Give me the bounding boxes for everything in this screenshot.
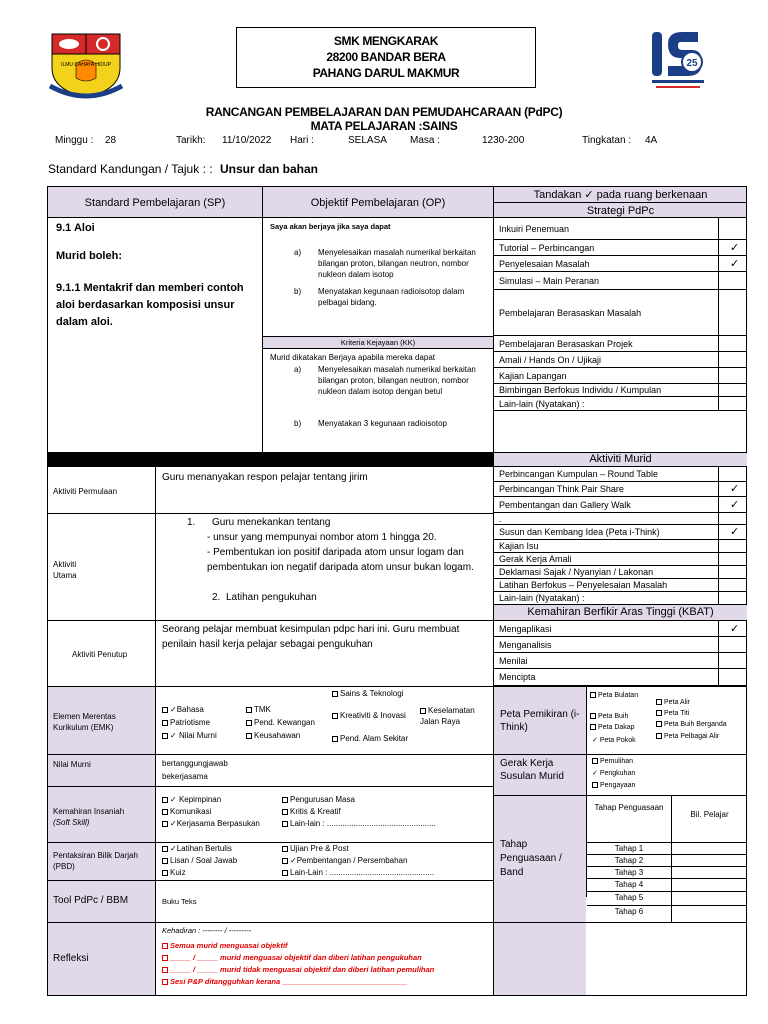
sp-content: 9.1.1 Mentakrif dan memberi contoh aloi berdasarkan komposisi unsur dalam aloi. — [56, 282, 244, 328]
strategi-row[interactable] — [494, 336, 747, 352]
kbat-label: Menilai — [499, 655, 528, 666]
strategi-row[interactable] — [494, 397, 747, 411]
strategi-label: Penyelesaian Masalah — [499, 258, 590, 269]
aktiviti-murid-row[interactable] — [494, 553, 747, 566]
svg-text:25: 25 — [686, 58, 698, 69]
refleksi-1[interactable]: Semua murid menguasai objektif — [162, 941, 288, 951]
tahap-label-cell: Tahap 1 — [614, 844, 644, 853]
tahap-label-cell: Tahap 2 — [614, 856, 644, 865]
aktiviti-murid-tick-cell[interactable] — [718, 525, 719, 540]
tahap-label-cell: Tahap 4 — [614, 880, 644, 889]
aktiviti-murid-label: . — [499, 513, 502, 524]
aktiviti-murid-label: Perbincangan Think Pair Share — [499, 484, 624, 494]
emk-sains[interactable]: Sains & Teknologi — [332, 688, 412, 699]
strategi-row[interactable] — [494, 368, 747, 384]
kbat-label: Menganalisis — [499, 639, 552, 650]
sp-header: Standard Pembelajaran (SP) — [84, 197, 226, 209]
kbat-row[interactable] — [494, 637, 747, 653]
penutup-text: Seorang pelajar membuat kesimpulan pdpc hari ini. Guru membuat penilain hasil kerja pelajar sebagai pengukuhan — [162, 624, 460, 650]
utama-line-3: - Pembentukan ion positif daripada atom unsur logam dan pembentukan ion negatif daripada atom unsur bukan logam. — [207, 547, 474, 573]
op-a-text: Menyelesaikan masalah numerikal berkaitan bilangan proton, bilangan neutron, nombor nukleon dalam isotop — [318, 248, 476, 279]
tahap-row — [587, 878, 747, 891]
strategi-row[interactable] — [494, 256, 747, 272]
check-mark-icon: ✓ — [730, 622, 740, 635]
hari-label: Hari : — [290, 135, 314, 146]
strategi-label: Inkuiri Penemuan — [499, 223, 570, 234]
tool-label: Tool PdPc / BBM — [53, 895, 129, 906]
kbat-label: Mengaplikasi — [499, 623, 552, 634]
aktiviti-murid-tick-cell[interactable] — [718, 579, 719, 592]
kbat-row[interactable] — [494, 669, 747, 686]
gerak-pengayaan[interactable]: Pengayaan — [592, 782, 635, 790]
strategi-row[interactable] — [494, 352, 747, 368]
gerak-pemulihan[interactable]: Pemulihan — [592, 758, 633, 766]
op-header: Objektif Pembelajaran (OP) — [310, 197, 446, 209]
tahap-header-2: Bil. Pelajar — [690, 810, 729, 819]
strategi-tick-cell[interactable] — [718, 352, 719, 368]
sp-murid-boleh: Murid boleh: — [56, 250, 122, 262]
strategi-label: Kajian Lapangan — [499, 370, 567, 381]
aktiviti-murid-label: Kajian Isu — [499, 541, 539, 551]
tahap-row — [587, 891, 747, 905]
peta-alir[interactable]: Peta Alir — [656, 699, 690, 707]
aktiviti-murid-label: Latihan Berfokus – Penyelesaian Masalah — [499, 580, 668, 590]
school-state: PAHANG DARUL MAKMUR — [312, 66, 460, 80]
strategi-header: Strategi PdPc — [586, 205, 655, 217]
kbat-label: Mencipta — [499, 672, 536, 682]
standard-kandungan-label: Standard Kandungan / Tajuk : : — [48, 162, 213, 176]
refleksi-label: Refleksi — [53, 953, 89, 964]
check-mark-icon: ✓ — [730, 526, 740, 538]
minggu-value: 28 — [105, 135, 117, 146]
bil-pelajar-cell[interactable] — [672, 892, 747, 905]
aktiviti-murid-row[interactable] — [494, 513, 747, 525]
emk-keusahawanan[interactable]: Keusahawan — [246, 730, 300, 741]
peta-pelbagai-alir[interactable]: Peta Pelbagai Alir — [656, 733, 719, 741]
strategi-tick-cell[interactable] — [718, 272, 719, 290]
aktiviti-murid-row[interactable] — [494, 540, 747, 553]
strategi-row[interactable] — [494, 218, 747, 240]
tingkatan-value: 4A — [645, 135, 658, 146]
emk-kreativiti[interactable]: Kreativiti & Inovasi — [332, 710, 412, 721]
penutup-label: Aktiviti Penutup — [72, 650, 128, 659]
school-header-box — [236, 27, 536, 88]
aktiviti-murid-row[interactable] — [494, 579, 747, 592]
tahap-row — [587, 866, 747, 878]
kk-b-text: Menyatakan 3 kegunaan radioisotop — [318, 419, 447, 428]
emk-alam[interactable]: Pend. Alam Sekitar — [332, 733, 412, 744]
strategi-tick-cell[interactable] — [718, 256, 719, 272]
bil-pelajar-cell[interactable] — [672, 843, 747, 854]
ministry-25-logo — [648, 28, 708, 92]
emk-label: Elemen Merentas Kurikulum (EMK) — [53, 712, 116, 732]
tahap-row — [587, 905, 747, 919]
kk-b-label: b) — [294, 419, 302, 428]
tarikh-label: Tarikh: — [176, 135, 206, 146]
strategi-label: Amali / Hands On / Ujikaji — [499, 354, 602, 365]
permulaan-label: Aktiviti Permulaan — [53, 487, 118, 496]
aktiviti-murid-row[interactable] — [494, 497, 747, 513]
tandakan-header: Tandakan ✓ pada ruang berkenaan — [533, 189, 708, 201]
check-mark-icon: ✓ — [730, 483, 740, 495]
nilai-label: Nilai Murni — [53, 760, 91, 769]
standard-kandungan-value: Unsur dan bahan — [220, 162, 319, 176]
peta-dakap[interactable]: Peta Dakap — [590, 724, 635, 732]
pbd-pembentangan[interactable]: ✓Pembentangan / Persembahan — [282, 855, 407, 866]
tahap-label-cell: Tahap 5 — [614, 893, 644, 902]
strategi-label: Tutorial – Perbincangan — [499, 242, 595, 253]
emk-nilai-murni[interactable]: ✓ Nilai Murni — [162, 730, 217, 741]
strategi-label: Simulasi – Main Peranan — [499, 275, 600, 286]
subject-title: MATA PELAJARAN :SAINS — [310, 119, 458, 133]
aktiviti-murid-tick-cell[interactable] — [718, 566, 719, 579]
nilai-2: bekerjasama — [162, 772, 208, 781]
strategi-row[interactable] — [494, 384, 747, 397]
emk-patriotisme[interactable]: Patriotisme — [162, 717, 210, 728]
school-name: SMK MENGKARAK — [333, 34, 439, 48]
aktiviti-murid-label: Deklamasi Sajak / Nyanyian / Lakonan — [499, 567, 654, 577]
insaniah-kritis[interactable]: Kritis & Kreatif — [282, 806, 341, 817]
kbat-header: Kemahiran Berfikir Aras Tinggi (KBAT) — [494, 605, 747, 621]
aktiviti-murid-row[interactable] — [494, 525, 747, 540]
check-mark-icon: ✓ — [730, 241, 740, 254]
strategi-tick-cell[interactable] — [718, 218, 719, 240]
insaniah-kepimpinan[interactable]: ✓ Kepimpinan — [162, 794, 221, 805]
aktiviti-murid-tick-cell[interactable] — [718, 467, 719, 482]
bil-pelajar-cell[interactable] — [672, 867, 747, 878]
op-a-label: a) — [294, 248, 302, 257]
tarikh-value: 11/10/2022 — [222, 135, 272, 146]
aktiviti-murid-tick-cell[interactable] — [718, 482, 719, 497]
insaniah-komunikasi[interactable]: Komunikasi — [162, 806, 211, 817]
tahap-label: Tahap Penguasaan / Band — [500, 839, 562, 878]
aktiviti-murid-row[interactable] — [494, 482, 747, 497]
aktiviti-murid-row[interactable] — [494, 467, 747, 482]
strategi-row[interactable] — [494, 290, 747, 336]
strategi-label: Pembelajaran Berasaskan Projek — [499, 338, 633, 349]
insaniah-masa[interactable]: Pengurusan Masa — [282, 794, 355, 805]
kk-header: Kriteria Kejayaan (KK) — [340, 338, 416, 347]
strategi-tick-cell[interactable] — [718, 368, 719, 384]
aktiviti-murid-label: Pembentangan dan Gallery Walk — [499, 499, 631, 510]
bil-pelajar-cell[interactable] — [672, 879, 747, 891]
strategi-tick-cell[interactable] — [718, 336, 719, 352]
insaniah-lain[interactable]: Lain-lain : ................................................. — [282, 818, 436, 829]
utama-num-1: 1. — [187, 517, 196, 528]
strategi-label: Bimbingan Berfokus Individu / Kumpulan — [499, 385, 662, 395]
aktiviti-murid-row[interactable] — [494, 592, 747, 605]
kbat-tick-cell[interactable] — [718, 669, 719, 686]
gerak-pengkuhan[interactable]: ✓ Pengkuhan — [592, 770, 636, 777]
utama-label-1: Aktiviti — [53, 560, 77, 569]
kk-a-label: a) — [294, 365, 302, 374]
gerak-label: Gerak Kerja Susulan Murid — [500, 758, 564, 782]
insaniah-sub: (Soft Skill) — [53, 818, 90, 827]
tahap-header-1: Tahap Penguasaan — [594, 803, 664, 812]
pbd-kuiz[interactable]: Kuiz — [162, 867, 186, 878]
aktiviti-murid-tick-cell[interactable] — [718, 513, 719, 525]
refleksi-2[interactable]: _____ / _____ murid menguasai objektif dan diberi latihan pengukuhan — [162, 953, 422, 963]
tingkatan-label: Tingkatan : — [582, 135, 632, 146]
peta-buih[interactable]: Peta Buih — [590, 713, 628, 721]
bil-pelajar-cell[interactable] — [672, 906, 747, 919]
peta-titi[interactable]: Peta Titi — [656, 710, 689, 718]
tahap-row — [587, 842, 747, 854]
strategi-row[interactable] — [494, 240, 747, 256]
peta-label: Peta Pemikiran (i-Think) — [500, 709, 580, 733]
bil-pelajar-cell[interactable] — [672, 855, 747, 866]
strategi-row[interactable] — [494, 272, 747, 290]
strategi-label: Pembelajaran Berasaskan Masalah — [499, 307, 642, 318]
hari-value: SELASA — [348, 135, 387, 146]
tahap-row — [587, 854, 747, 866]
peta-bulatan[interactable]: Peta Bulatan — [590, 692, 652, 700]
strategi-label: Lain-lain (Nyatakan) : — [499, 398, 585, 409]
pbd-lain[interactable]: Lain-Lain : ............................................... — [282, 867, 434, 878]
tahap-label-cell: Tahap 3 — [614, 868, 644, 877]
nilai-1: bertanggungjawab — [162, 759, 228, 768]
emk-kewangan[interactable]: Pend. Kewangan — [246, 717, 315, 728]
aktiviti-murid-label: Susun dan Kembang Idea (Peta i-Think) — [499, 527, 660, 537]
op-b-text: Menyatakan kegunaan radioisotop dalam pelbagai bidang. — [318, 287, 465, 307]
peta-buih-berganda[interactable]: Peta Buih Berganda — [656, 721, 727, 729]
school-postcode-city: 28200 BANDAR BERA — [326, 50, 446, 64]
aktiviti-murid-header: Aktiviti Murid — [494, 453, 747, 467]
sp-title: 9.1 Aloi — [56, 222, 95, 234]
emk-keselamatan[interactable]: Keselamatan Jalan Raya — [420, 706, 475, 726]
utama-line-2: - unsur yang mempunyai nombor atom 1 hingga 20. — [207, 532, 437, 543]
crest-motto: ILMU CAHAYA HIDUP — [61, 62, 111, 68]
insaniah-kerjasama[interactable]: ✓Kerjasama Berpasukan — [162, 818, 272, 829]
insaniah-label: Kemahiran Insaniah — [53, 807, 125, 816]
kbat-tick-cell[interactable] — [718, 653, 719, 669]
tahap-label-cell: Tahap 6 — [614, 907, 644, 916]
minggu-label: Minggu : — [55, 135, 94, 146]
utama-line-1: Guru menekankan tentang — [212, 517, 331, 528]
masa-label: Masa : — [410, 135, 441, 146]
utama-num-2: 2. — [212, 592, 221, 603]
aktiviti-murid-label: Lain-lain (Nyatakan) : — [499, 593, 585, 603]
kbat-tick-cell[interactable] — [718, 621, 719, 637]
utama-line-4: Latihan pengukuhan — [226, 592, 317, 603]
strategi-tick-cell[interactable] — [718, 384, 719, 397]
document-title: RANCANGAN PEMBELAJARAN DAN PEMUDAHCARAAN (PdPC) — [205, 105, 563, 119]
pbd-lisan[interactable]: Lisan / Soal Jawab — [162, 855, 237, 866]
aktiviti-murid-label: Gerak Kerja Amali — [499, 554, 572, 564]
aktiviti-murid-tick-cell[interactable] — [718, 553, 719, 566]
emk-tmk[interactable]: TMK — [246, 704, 271, 715]
emk-bahasa[interactable]: ✓Bahasa — [162, 704, 204, 715]
masa-value: 1230-200 — [482, 135, 525, 146]
kbat-row[interactable] — [494, 621, 747, 637]
kbat-row[interactable] — [494, 653, 747, 669]
strategi-tick-cell[interactable] — [718, 290, 719, 336]
refleksi-3[interactable]: _____ / _____ murid tidak menguasai objektif dan diberi latihan pemulihan — [162, 965, 434, 975]
kk-a-text: Menyelesaikan masalah numerikal berkaitan bilangan proton, bilangan neutron, nombor nukleon dalam isotop dengan betul — [318, 365, 476, 396]
check-mark-icon: ✓ — [730, 498, 740, 511]
kehadiran: Kehadiran : -------- / --------- — [162, 926, 252, 935]
check-mark-icon: ✓ — [730, 257, 740, 270]
aktiviti-murid-tick-cell[interactable] — [718, 497, 719, 513]
aktiviti-murid-tick-cell[interactable] — [718, 592, 719, 605]
kbat-tick-cell[interactable] — [718, 637, 719, 653]
pbd-label: Pentaksiran Bilik Darjah (PBD) — [53, 851, 138, 871]
aktiviti-murid-row[interactable] — [494, 566, 747, 579]
pbd-ujian[interactable]: Ujian Pre & Post — [282, 843, 349, 854]
permulaan-text: Guru menanyakan respon pelajar tentang jirim — [162, 472, 368, 483]
aktiviti-murid-tick-cell[interactable] — [718, 540, 719, 553]
peta-pokok[interactable]: ✓ Peta Pokok — [592, 737, 636, 744]
op-b-label: b) — [294, 287, 302, 296]
strategi-tick-cell[interactable] — [718, 240, 719, 256]
refleksi-4[interactable]: Sesi P&P ditangguhkan kerana ______________________________ — [162, 977, 407, 987]
aktiviti-murid-label: Perbincangan Kumpulan – Round Table — [499, 469, 658, 479]
utama-label-2: Utama — [53, 571, 77, 580]
op-intro: Saya akan berjaya jika saya dapat — [270, 222, 391, 231]
pbd-latihan-bertulis[interactable]: ✓Latihan Bertulis — [162, 843, 232, 854]
aktiviti-header: Aktiviti Pembelajaran dan Pemudahcaraan (PdPc) — [186, 454, 354, 463]
kk-intro: Murid dikatakan Berjaya apabila mereka dapat — [270, 353, 435, 362]
tool-value: Buku Teks — [162, 897, 197, 906]
strategi-tick-cell[interactable] — [718, 397, 719, 411]
